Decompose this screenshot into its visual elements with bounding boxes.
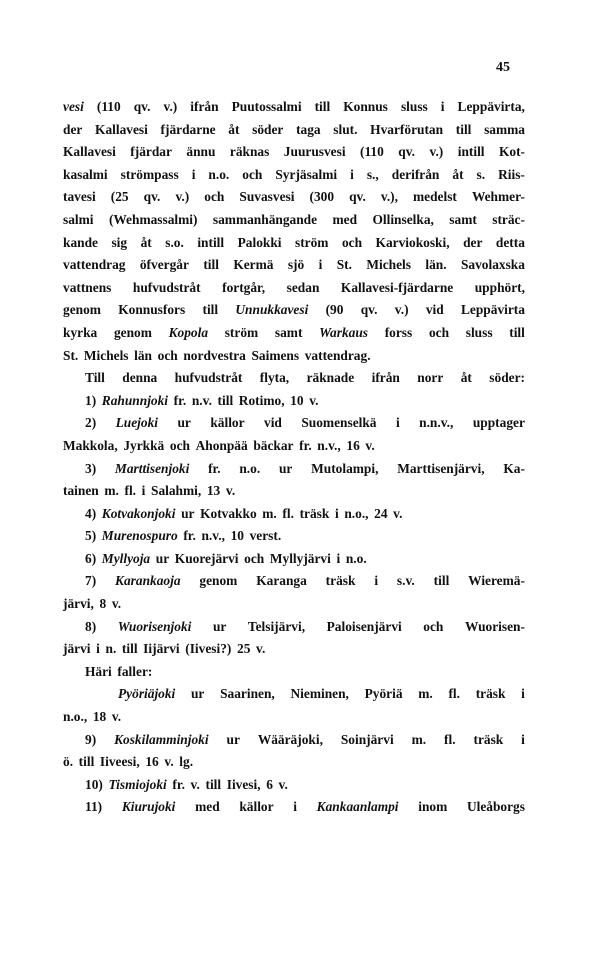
- word: v.: [393, 505, 403, 521]
- word: v.: [256, 641, 266, 657]
- text-line: [63, 435, 525, 458]
- word: samt: [274, 324, 303, 340]
- word: ifrån: [190, 99, 219, 114]
- word: fl.: [282, 505, 294, 521]
- italic-word: Unnukkavesi: [235, 302, 309, 318]
- text-line: [63, 480, 525, 503]
- word: v.: [190, 776, 200, 792]
- italic-word: Myllyoja: [101, 550, 151, 566]
- word: Wääräjoki,: [257, 731, 323, 747]
- word: 10: [290, 392, 304, 408]
- word: (Iivesi?): [185, 641, 232, 657]
- word: sluss: [400, 99, 428, 114]
- word: 6: [266, 776, 273, 792]
- word: detta: [495, 234, 525, 250]
- italic-word: Kopola: [168, 324, 209, 340]
- word: verst.: [249, 528, 282, 544]
- word: fjärdarne: [160, 121, 216, 137]
- italic-word: Karankaoja: [115, 573, 181, 589]
- word: strömpass: [120, 166, 179, 182]
- word: Savolaxska: [460, 257, 525, 273]
- italic-word: Kiurujoki: [121, 799, 176, 815]
- word: m.: [411, 731, 427, 747]
- word: Riis-: [498, 166, 525, 182]
- text-line: [63, 729, 525, 752]
- word: Myllyjärvi: [269, 550, 331, 566]
- word: Makkola,: [63, 437, 118, 453]
- word: lg.: [179, 754, 194, 770]
- word: nordvestra: [183, 347, 246, 363]
- word: Karviokoski,: [375, 234, 450, 250]
- word: järvi: [63, 641, 91, 657]
- word: Saimens: [251, 347, 300, 363]
- word: fr.: [173, 392, 187, 408]
- word: m.: [418, 686, 433, 702]
- text-line: [63, 277, 525, 300]
- word: med: [332, 211, 358, 227]
- word: till: [78, 754, 95, 770]
- word: v.: [309, 392, 319, 408]
- word: v.: [225, 483, 236, 499]
- text-line: [63, 796, 525, 819]
- word: Nieminen,: [290, 686, 349, 702]
- word: i: [336, 550, 341, 566]
- word: hufvudstråt: [174, 370, 243, 386]
- word: v.: [111, 596, 122, 612]
- text-line: [63, 96, 525, 119]
- word: 24: [374, 505, 388, 521]
- text-line: [63, 638, 525, 661]
- word: 4): [85, 505, 97, 521]
- word: ur: [177, 415, 191, 431]
- word: (90: [325, 302, 344, 318]
- word: i: [318, 257, 323, 273]
- word: fr.: [183, 528, 196, 544]
- word: tavesi: [63, 189, 96, 205]
- word: i: [440, 99, 445, 114]
- word: qv.: [349, 189, 366, 205]
- text-line: [63, 367, 525, 390]
- word: åt: [460, 370, 472, 386]
- word: 11): [85, 799, 103, 815]
- word: v.): [163, 99, 178, 114]
- word: järvi,: [63, 596, 94, 612]
- word: s.,: [366, 166, 379, 182]
- word: till: [217, 392, 234, 408]
- word: der: [63, 121, 83, 137]
- word: n.o.,: [63, 709, 88, 725]
- word: 25: [237, 641, 251, 657]
- word: Suomenselkä: [301, 415, 377, 431]
- word: s.o.: [165, 234, 184, 250]
- word: Suvasvesi: [239, 189, 295, 205]
- word: 18: [92, 709, 107, 725]
- word: tainen: [63, 483, 99, 499]
- word: Telsijärvi,: [247, 618, 306, 634]
- word: Iiveesi,: [99, 754, 140, 770]
- word: Leppävirta,: [457, 99, 525, 114]
- word: ur: [181, 505, 195, 521]
- word: och: [169, 437, 190, 453]
- word: räknas: [229, 144, 270, 160]
- word: samma: [484, 121, 525, 137]
- word: slut.: [333, 121, 358, 137]
- word: i: [374, 573, 379, 589]
- word: qv.: [143, 189, 161, 205]
- word: n.v.: [191, 392, 212, 408]
- word: 3): [85, 460, 97, 476]
- text-line: [63, 412, 525, 435]
- word: ur: [190, 686, 205, 702]
- word: n.o.: [345, 550, 367, 566]
- word: i: [350, 166, 354, 182]
- italic-word: vesi: [63, 99, 84, 114]
- word: ström: [224, 324, 259, 340]
- word: 16: [145, 754, 159, 770]
- word: n.o.: [208, 166, 230, 182]
- italic-word: Warkaus: [319, 324, 368, 340]
- text-line: [63, 661, 525, 684]
- word: till: [121, 641, 138, 657]
- word: med: [195, 799, 220, 815]
- italic-word: Tismiojoki: [108, 776, 167, 792]
- word: fr.: [208, 460, 221, 476]
- word: ström: [295, 234, 329, 250]
- word: genom: [199, 573, 238, 589]
- word: denna: [122, 370, 158, 386]
- italic-word: Kotvakonjoki: [101, 505, 176, 521]
- word: v.: [278, 776, 288, 792]
- word: Leppävirta: [460, 302, 525, 318]
- text-line: [63, 548, 525, 571]
- word: träsk: [473, 731, 504, 747]
- word: Karanga: [256, 573, 307, 589]
- word: i: [521, 686, 525, 702]
- word: räknade: [306, 370, 355, 386]
- word: i: [521, 731, 525, 747]
- italic-word: Pyöriäjoki: [118, 686, 176, 702]
- word: (110: [360, 144, 384, 160]
- word: hufvudstråt: [132, 279, 201, 295]
- word: ifrån: [371, 370, 400, 386]
- word: vattnens: [63, 279, 112, 295]
- word: n.o.: [239, 460, 261, 476]
- italic-word: Rahunnjoki: [101, 392, 169, 408]
- word: v.): [175, 189, 190, 205]
- word: taga: [296, 121, 321, 137]
- word: 8: [99, 596, 107, 612]
- word: vid: [264, 415, 282, 431]
- word: forss: [384, 324, 413, 340]
- word: 6): [85, 550, 97, 566]
- word: St.: [63, 347, 79, 363]
- word: Kuorejärvi: [174, 550, 239, 566]
- word: Saarinen,: [220, 686, 275, 702]
- word: v.),: [380, 189, 398, 205]
- word: Palokki: [237, 234, 282, 250]
- word: Marttisenjärvi,: [397, 460, 485, 476]
- word: och: [242, 166, 263, 182]
- text-line: [63, 232, 525, 255]
- body-text: [63, 96, 525, 819]
- word: bäckar: [253, 437, 294, 453]
- word: n.v.,: [317, 437, 341, 453]
- word: v.): [429, 144, 444, 160]
- text-line: [63, 525, 525, 548]
- italic-word: Luejoki: [115, 415, 159, 431]
- text-line: [63, 503, 525, 526]
- word: län.: [425, 257, 447, 273]
- word: 1): [85, 392, 97, 408]
- word: Kermä: [233, 257, 274, 273]
- word: i: [395, 415, 400, 431]
- word: 7): [85, 573, 97, 589]
- word: sluss: [465, 324, 493, 340]
- word: och: [341, 234, 363, 250]
- word: till: [314, 99, 331, 114]
- word: n.: [105, 641, 117, 657]
- word: län: [134, 347, 153, 363]
- word: n.n.v.,: [419, 415, 454, 431]
- word: Pyöriä: [364, 686, 403, 702]
- page-number: 45: [496, 60, 510, 75]
- word: 10): [85, 776, 103, 792]
- text-line: [63, 254, 525, 277]
- word: Jyrkkä: [123, 437, 165, 453]
- word: Michels: [83, 347, 129, 363]
- word: fr.: [299, 437, 312, 453]
- word: 9): [85, 731, 97, 747]
- word: i: [141, 483, 146, 499]
- word: till: [202, 302, 219, 318]
- word: Ka-: [503, 460, 525, 476]
- word: genom: [63, 302, 101, 318]
- word: Soinjärvi: [340, 731, 394, 747]
- word: Häri: [85, 663, 112, 679]
- word: s.v.: [396, 573, 415, 589]
- word: sjö: [287, 257, 305, 273]
- word: sig: [111, 234, 128, 250]
- word: (300: [309, 189, 335, 205]
- italic-word: Marttisenjoki: [114, 460, 190, 476]
- word: öfvergår: [139, 257, 189, 273]
- text-line: [63, 119, 525, 142]
- word: s.: [476, 166, 486, 182]
- word: vattendrag.: [304, 347, 371, 363]
- word: åt: [228, 121, 240, 137]
- italic-word: Wuorisenjoki: [117, 618, 192, 634]
- word: (Wehmassalmi): [108, 211, 198, 227]
- word: till: [455, 121, 472, 137]
- word: söder:: [489, 370, 525, 386]
- word: genom: [113, 324, 152, 340]
- word: faller:: [117, 663, 153, 679]
- word: Kallavesi-fjärdarne: [340, 279, 454, 295]
- word: och: [423, 618, 444, 634]
- word: Kallavesi: [95, 121, 148, 137]
- word: till: [509, 324, 525, 340]
- word: St.: [336, 257, 352, 273]
- text-line: [63, 683, 525, 706]
- word: fl.: [448, 686, 460, 702]
- word: fl.: [124, 483, 137, 499]
- word: Syrjäsalmi: [275, 166, 338, 182]
- word: och: [428, 324, 450, 340]
- word: Kot-: [498, 144, 525, 160]
- word: medelst: [413, 189, 457, 205]
- text-line: [63, 164, 525, 187]
- word: inom: [418, 799, 448, 815]
- word: Wehmer-: [471, 189, 525, 205]
- word: kande: [63, 234, 98, 250]
- word: i: [96, 641, 100, 657]
- word: i: [334, 505, 339, 521]
- text-line: [63, 345, 525, 368]
- word: Michels: [366, 257, 411, 273]
- word: derifrån: [391, 166, 440, 182]
- word: Ahonpää: [195, 437, 248, 453]
- word: kyrka: [63, 324, 98, 340]
- word: Mutolampi,: [311, 460, 379, 476]
- word: Puutossalmi: [231, 99, 302, 114]
- word: intill: [457, 144, 485, 160]
- text-line: [63, 141, 525, 164]
- word: i: [191, 166, 196, 182]
- word: källor: [210, 415, 245, 431]
- word: Till: [85, 370, 105, 386]
- word: (110: [96, 99, 121, 114]
- word: (25: [110, 189, 129, 205]
- word: ur: [155, 550, 170, 566]
- text-line: [63, 616, 525, 639]
- text-line: [63, 299, 525, 322]
- word: ur: [226, 731, 240, 747]
- word: träsk: [475, 686, 506, 702]
- word: n.v.,: [201, 528, 225, 544]
- text-line: [63, 186, 525, 209]
- word: m.: [104, 483, 119, 499]
- word: sedan: [286, 279, 320, 295]
- italic-word: Koskilamminjoki: [114, 731, 209, 747]
- word: Rotimo,: [238, 392, 285, 408]
- word: sträc-: [492, 211, 525, 227]
- text-line: [63, 751, 525, 774]
- word: kasalmi: [63, 166, 108, 182]
- word: 16: [346, 437, 360, 453]
- word: ur: [278, 460, 293, 476]
- text-line: [63, 706, 525, 729]
- word: upptager: [472, 415, 525, 431]
- word: samt: [449, 211, 477, 227]
- word: fr.: [172, 776, 185, 792]
- word: v.): [394, 302, 409, 318]
- word: fl.: [444, 731, 456, 747]
- word: Salahmi,: [151, 483, 202, 499]
- text-line: [63, 774, 525, 797]
- word: der: [463, 234, 483, 250]
- word: ur: [212, 618, 227, 634]
- word: Iivesi,: [226, 776, 261, 792]
- word: Paloisenjärvi: [326, 618, 402, 634]
- word: ö.: [63, 754, 74, 770]
- text-line: [63, 390, 525, 413]
- word: Kotvakko: [200, 505, 257, 521]
- italic-word: Kankaanlampi: [316, 799, 399, 815]
- word: träsk: [299, 505, 330, 521]
- word: 8): [85, 618, 97, 634]
- word: Juurusvesi: [283, 144, 346, 160]
- word: och: [244, 550, 265, 566]
- word: v.: [111, 709, 122, 725]
- word: ännu: [186, 144, 216, 160]
- word: 2): [85, 415, 97, 431]
- word: Hvarförutan: [370, 121, 444, 137]
- text-line: [63, 570, 525, 593]
- word: salmi: [63, 211, 94, 227]
- word: söder: [252, 121, 284, 137]
- word: qv.: [398, 144, 416, 160]
- text-line: [63, 458, 525, 481]
- italic-word: Murenospuro: [101, 528, 178, 544]
- word: åt: [140, 234, 152, 250]
- word: 10: [230, 528, 244, 544]
- word: Konnusfors: [118, 302, 186, 318]
- word: sammanhängande: [212, 211, 318, 227]
- word: upphört,: [474, 279, 525, 295]
- word: vid: [425, 302, 444, 318]
- word: källor: [239, 799, 274, 815]
- text-line: [63, 322, 525, 345]
- word: i: [293, 799, 297, 815]
- word: qv.: [133, 99, 151, 114]
- word: flyta,: [259, 370, 290, 386]
- word: till: [203, 257, 219, 273]
- word: Wieremä-: [468, 573, 525, 589]
- word: v.: [164, 754, 174, 770]
- word: åt: [452, 166, 464, 182]
- word: och: [204, 189, 225, 205]
- word: träsk: [325, 573, 356, 589]
- word: och: [157, 347, 178, 363]
- text-line: [63, 209, 525, 232]
- word: Wuorisen-: [464, 618, 525, 634]
- word: fortgår,: [222, 279, 266, 295]
- word: Kallavesi: [63, 144, 116, 160]
- word: till: [205, 776, 222, 792]
- word: fjärdar: [130, 144, 172, 160]
- word: till: [433, 573, 450, 589]
- word: m.: [262, 505, 277, 521]
- word: Iijärvi: [143, 641, 180, 657]
- word: v.: [365, 437, 375, 453]
- word: norr: [417, 370, 444, 386]
- word: Ollinselka,: [372, 211, 434, 227]
- word: vattendrag: [63, 257, 126, 273]
- word: 13: [206, 483, 221, 499]
- word: intill: [197, 234, 225, 250]
- word: Uleåborgs: [466, 799, 525, 815]
- word: Konnus: [343, 99, 388, 114]
- word: n.o.,: [344, 505, 369, 521]
- text-line: [63, 593, 525, 616]
- word: 5): [85, 528, 97, 544]
- word: qv.: [360, 302, 378, 318]
